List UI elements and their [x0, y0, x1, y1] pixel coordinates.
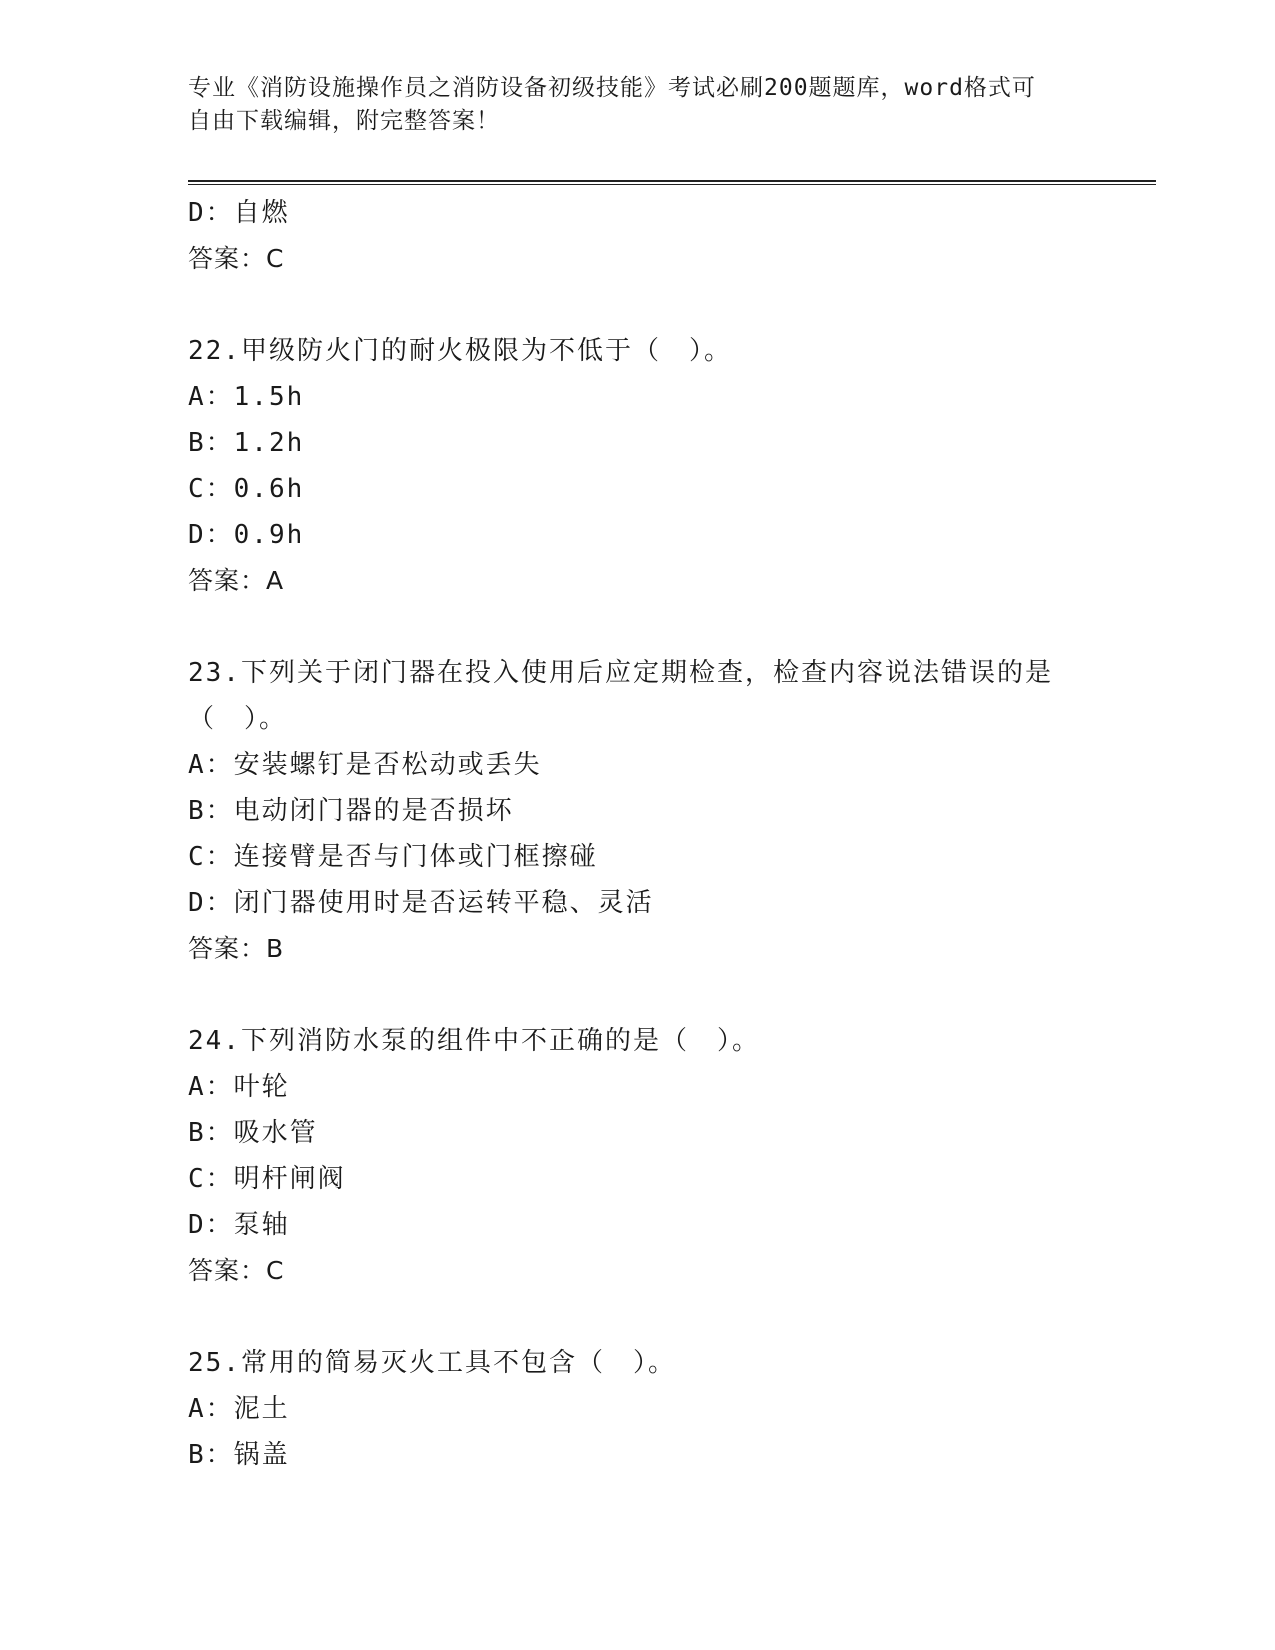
question-22: [188, 328, 1088, 604]
answer: 答案：C: [188, 1256, 285, 1285]
option-a: A：泥土: [188, 1394, 290, 1424]
question-stem: 24.下列消防水泵的组件中不正确的是（ ）。: [188, 1026, 760, 1056]
question-21-tail: [188, 190, 1088, 282]
question-23: [188, 650, 1088, 972]
option-b: B：锅盖: [188, 1440, 290, 1470]
question-list: [188, 190, 1088, 1478]
option-d: D：闭门器使用时是否运转平稳、灵活: [188, 888, 654, 918]
answer: 答案：C: [188, 244, 285, 273]
option-d: D：泵轴: [188, 1210, 290, 1240]
answer: 答案：A: [188, 566, 285, 595]
question-stem-continued: （ ）。: [188, 704, 288, 734]
header-divider-thin: [188, 184, 1156, 185]
document-header: [188, 72, 1088, 138]
question-stem: 22.甲级防火门的耐火极限为不低于（ ）。: [188, 336, 732, 366]
header-divider-thick: [188, 180, 1156, 182]
answer: 答案：B: [188, 934, 285, 963]
option-c: C：0.6h: [188, 474, 305, 504]
option-d: D：0.9h: [188, 520, 305, 550]
option-a: A：安装螺钉是否松动或丢失: [188, 750, 542, 780]
header-line-2: 自由下载编辑，附完整答案！: [188, 108, 500, 134]
option-b: B：吸水管: [188, 1118, 318, 1148]
option-b: B：电动闭门器的是否损坏: [188, 796, 514, 826]
option-c: C：连接臂是否与门体或门框擦碰: [188, 842, 598, 872]
option-a: A：叶轮: [188, 1072, 290, 1102]
question-stem: 25.常用的简易灭火工具不包含（ ）。: [188, 1348, 676, 1378]
question-24: [188, 1018, 1088, 1294]
header-line-1: 专业《消防设施操作员之消防设备初级技能》考试必刷200题题库，word格式可: [188, 75, 1036, 101]
option-b: B：1.2h: [188, 428, 305, 458]
option-a: A：1.5h: [188, 382, 305, 412]
question-25: [188, 1340, 1088, 1478]
question-stem: 23.下列关于闭门器在投入使用后应定期检查，检查内容说法错误的是: [188, 658, 1053, 688]
option-c: C：明杆闸阀: [188, 1164, 346, 1194]
option-d: D：自燃: [188, 198, 290, 228]
